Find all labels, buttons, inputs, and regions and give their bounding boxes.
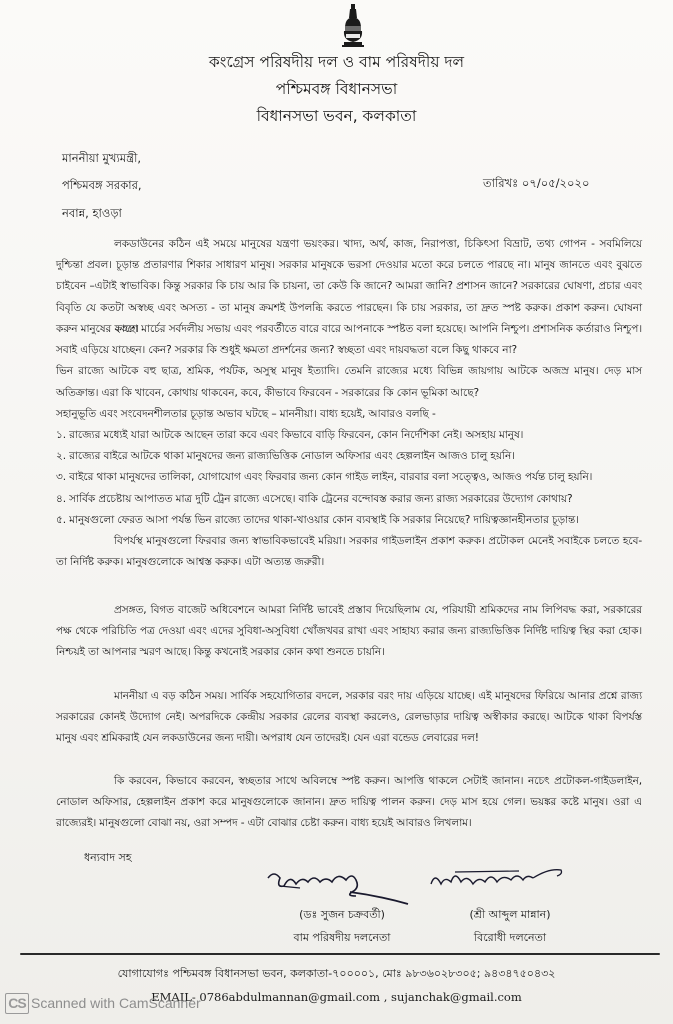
paragraph-1-text: লকডাউনের কঠিন এই সময়ে মানুষের যন্ত্রণা ভয়ংকর। খাদ্য, অর্থ, কাজ, নিরাপত্তা, চিকিৎসা বিভ্রাট, তথ্য গোপন - সবমিলিয়ে দুশ্চিন্তা প্রবল। চূড়ান্ত প্রতারণার শিকার সাধারণ মানুষ। সরকার মানুষকে ভরসা দেওয়ার মতো করে চলতে পারছে না। মানুষ জানতে এবং বুঝতে চাইবেন –এটাই স্বাভাবিক। কিন্তু সরকার কি চায় আর কি চায়না, তা কেউ কি জানে? আমরা জানি? প্রশাসন জানে? সরকারের ঘোষণা, প্রচার এবং বিবৃতি যে কতটা অস্বচ্ছ এবং অসত্য - তা মানুষ ক্রমশই উপলব্ধি করতে পারছেন। কি চায় সরকার, তা দ্রুত স্পষ্ট করুক। প্রকাশ করুন। ঘোষনা করুন মানুষের কাছে। (56, 238, 642, 335)
footer-email: EMAIL- 0786abdulmannan@gmail.com , sujanchak@gmail.com (151, 990, 522, 1004)
paragraph-4-text: মাননীয়া এ বড় কঠিন সময়। সার্বিক সহযোগিতার বদলে, সরকার বরং দায় এড়িয়ে যাচ্ছে। এই মানুষদের ফিরিয়ে আনার প্রশ্নে রাজ্য সরকারের কোনই উদ্যোগ নেই। অপরদিকে কেন্দ্রীয় সরকার রেলের ব্যবস্থা করলেও, রেলভাড়ার দায়িত্ব অস্বীকার করছে। আটকে থাকা বিপর্যস্ত মানুষ এবং শ্রমিকরাই যেন লকডাউনের জন্য দায়ী। অপরাধ যেন তাদেরই। যেন এরা বন্ডেড লেবারের দল! (56, 690, 642, 745)
recipient-line-3: নবান্ন, হাওড়া (62, 206, 122, 220)
footer-contact: যোগাযোগঃ পশ্চিমবঙ্গ বিধানসভা ভবন, কলকাতা-৭০০০০১, মোঃ ৯৮৩৬০২৮৩০৫; ৯৪৩৪৭৫০৪৩২ (117, 967, 556, 980)
closing-salutation: ধন্যবাদ সহ (84, 851, 132, 864)
signature-sujan-chakraborty (260, 866, 410, 906)
demand-point: ৩. বাইরে থাকা মানুষদের তালিকা, যোগাযোগ এবং ফিরবার জন্য কোন গাইড লাইন, বারবার বলা সত্ত্বেও, আজও পর্যন্ত চালু হয়নি। (56, 471, 593, 484)
footer-divider (20, 953, 660, 955)
letterhead-title: কংগ্রেস পরিষদীয় দল ও বাম পরিষদীয় দল (208, 53, 465, 71)
camscanner-logo-icon: CS (5, 993, 29, 1014)
paragraph-2-line-2: ভিন রাজ্যে আটকে বহু ছাত্র, শ্রমিক, পর্যটক, অসুস্থ মানুষ ইত্যাদি। তেমনি রাজ্যের মধ্যে বিভিন্ন জায়গায় আটকে অজস্র মানুষ। দেড় মাস অতিক্রান্ত। এরা কি খাবেন, কোথায় থাকবেন, কবে, কীভাবে ফিরবেন - সরকারের কি কোন ভূমিকা আছে? (56, 365, 642, 399)
signatory-1-name: (ডঃ সুজন চক্রবর্তী) (299, 908, 385, 921)
paragraph-2-intro: ২৩শে মার্চের সর্বদলীয় সভায় এবং পরবর্তীতে বারে বারে আপনাকে স্পষ্টত বলা হয়েছে। আপনি নিশ্চুপ। প্রশাসনিক কর্তারাও নিশ্চুপ। সবাই এড়িয়ে যাচ্ছেন। কেন? সরকার কি শুধুই ক্ষমতা প্রদর্শনের জন্য? স্বচ্ছতা এবং দায়বদ্ধতা বলে কিছু থাকবে না? (56, 323, 642, 357)
signatory-2-name: (শ্রী আব্দুল মান্নান) (469, 908, 551, 921)
paragraph-2 (56, 319, 642, 573)
demand-point: ২. রাজ্যের বাইরে আটকে থাকা মানুষদের জন্য রাজ্যভিত্তিক নোডাল অফিসার এবং হেল্পলাইন আজও চালু হয়নি। (56, 450, 515, 463)
signature-abdul-mannan (425, 862, 565, 902)
signatory-1-title: বাম পরিষদীয় দলনেতা (293, 931, 391, 944)
camscanner-watermark (5, 992, 201, 1014)
camscanner-text: Scanned with CamScanner (31, 995, 201, 1011)
paragraph-3 (56, 600, 642, 664)
recipient-line-1: মাননীয়া মুখ্যমন্ত্রী, (62, 151, 142, 165)
signatory-2-title: বিরোধী দলনেতা (473, 931, 547, 944)
paragraph-5-text: কি করবেন, কিভাবে করবেন, স্বচ্ছতার সাথে অবিলম্বে স্পষ্ট করুন। আপত্তি থাকলে সেটাই জানান। নচেৎ প্রটোকল-গাইডলাইন, নোডাল অফিসার, হেল্পলাইন প্রকাশ করে মানুষগুলোকে জানান। দ্রুত দায়িত্ব পালন করুন। দেড় মাস হয়ে গেল। ভয়ঙ্কর কষ্টে মানুষ। ওরা এ রাজ্যেরই। মানুষগুলো বোঝা নয়, ওরা সম্পদ - এটা বোঝার চেষ্টা করুন। বাধ্য হয়েই আবারও লিখলাম। (56, 775, 642, 830)
letterhead-address: বিধানসভা ভবন, কলকাতা (256, 107, 417, 125)
paragraph-2-close: বিপর্যস্থ মানুষগুলো ফিরবার জন্য স্বাভাবিকভাবেই মরিয়া। সরকার গাইডলাইন প্রকাশ করুক। প্রটোকল মেনেই সবাইকে চলতে হবে- তা নির্দিষ্ট করুক। মানুষগুলোকে আশ্বস্ত করুক। এটা অত্যন্ত জরুরী। (56, 535, 642, 569)
paragraph-3-text: প্রসঙ্গত, বিগত বাজেট অধিবেশনে আমরা নির্দিষ্ট ভাবেই প্রস্তাব দিয়েছিলাম যে, পরিযায়ী শ্রমিকদের নাম লিপিবদ্ধ করা, সরকারের পক্ষ থেকে পরিচিতি পত্র দেওয়া এবং এদের সুবিধা-অসুবিধা খোঁজখবর রাখা এবং সাহায্য করার জন্য রাজ্যভিত্তিক নির্দিষ্ট দায়িত্ব স্থির করা হোক। নিশ্চয়ই তা আপনার স্মরণ আছে। কিন্তু কখনোই সরকার কোন কথা শুনতে চায়নি। (56, 604, 642, 659)
letterhead-subtitle: পশ্চিমবঙ্গ বিধানসভা (275, 80, 398, 98)
paragraph-2-line-3: সহানুভূতি এবং সংবেদনশীলতার চূড়ান্ত অভাব ঘটছে – মাননীয়া। বাধ্য হয়েই, আবারও বলছি - (56, 407, 436, 420)
demand-point: ১. রাজ্যের মধ্যেই যারা আটকে আছেন তারা কবে এবং কিভাবে বাড়ি ফিরবেন, কোন নির্দেশিকা নেই। অসহায় মানুষ। (56, 429, 524, 442)
paragraph-4 (56, 686, 642, 750)
demand-point: ৫. মানুষগুলো ফেরত আসা পর্যন্ত ভিন রাজ্যে তাদের থাকা-খাওয়ার কোন ব্যবস্থাই কি সরকার নিয়েছে? দায়িত্বজ্ঞানহীনতার চূড়ান্ত। (56, 513, 579, 526)
letter-date: তারিখঃ ০৭/০৫/২০২০ (483, 176, 590, 190)
paragraph-5 (56, 771, 642, 835)
recipient-line-2: পশ্চিমবঙ্গ সরকার, (62, 178, 142, 192)
assembly-emblem-icon (341, 4, 365, 50)
demand-point: ৪. সার্বিক প্রচেষ্টায় আপাতত মাত্র দুটি ট্রেন রাজ্যে এসেছে। বাকি ট্রেনের বন্দোবস্ত করার জন্য রাজ্য সরকারের উদ্যোগ কোথায়? (56, 492, 573, 505)
